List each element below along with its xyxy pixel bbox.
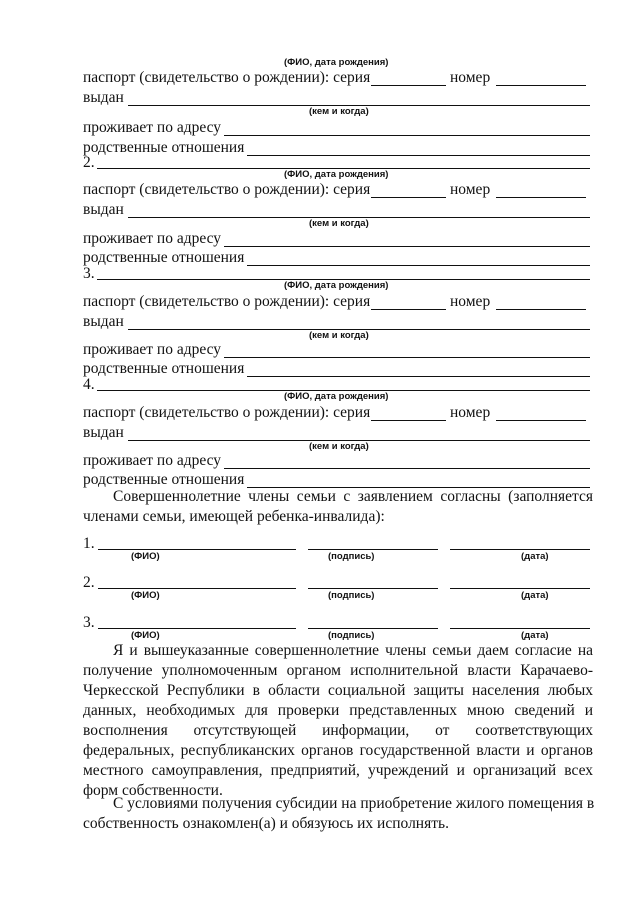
caption-fio: (ФИО) [131,630,160,641]
sign-fio-field[interactable] [98,628,296,629]
relation-label: родственные отношения [83,249,245,266]
consent-paragraph [83,641,593,801]
passport-number-field[interactable] [496,197,586,198]
sign-date-field[interactable] [450,588,590,589]
sign-row-number: 2. [83,574,95,591]
text-line: Черкесской Республики в области социальной защиты населения любых [83,682,593,699]
text-line: восполнения отсутствующей информации, от соответствующих [83,722,593,739]
issued-label: выдан [83,424,124,441]
text-line: местного самоуправления, предприятий, учреждений и организаций всех [83,762,593,779]
address-field[interactable] [224,468,590,469]
address-label: проживает по адресу [83,119,222,136]
passport-number-field[interactable] [496,420,586,421]
number-label: номер [450,69,491,86]
sign-row-number: 3. [83,614,95,631]
text-line: форм собственности. [83,782,223,799]
caption-issued: (кем и когда) [309,441,369,452]
passport-series-field[interactable] [371,309,446,310]
address-field[interactable] [224,135,590,136]
address-label: проживает по адресу [83,341,222,358]
member-number: 3. [83,265,95,282]
caption-fio-dob: (ФИО, дата рождения) [284,391,389,402]
text-line: членами семьи, имеющей ребенка-инвалида): [83,508,385,525]
passport-label: паспорт (свидетельство о рождении): серия [83,181,371,198]
relation-field[interactable] [247,376,590,377]
consent-intro [83,487,593,527]
passport-number-field[interactable] [496,309,586,310]
passport-series-field[interactable] [371,420,446,421]
text-line: Я и вышеуказанные совершеннолетние члены семьи даем согласие на [113,642,593,659]
member-number: 2. [83,154,95,171]
issued-label: выдан [83,201,124,218]
caption-date: (дата) [521,551,549,562]
member-number: 4. [83,376,95,393]
caption-date: (дата) [521,590,549,601]
address-label: проживает по адресу [83,230,222,247]
issued-label: выдан [83,89,124,106]
caption-signature: (подпись) [328,590,375,601]
sign-signature-field[interactable] [308,588,438,589]
sign-signature-field[interactable] [308,628,438,629]
sign-date-field[interactable] [450,628,590,629]
text-line: получение уполномоченным органом исполнительной власти Карачаево- [83,662,593,679]
caption-signature: (подпись) [328,551,375,562]
caption-issued: (кем и когда) [309,106,369,117]
text-line: данных, необходимых для проверки представленных мною сведений и [83,702,593,719]
caption-fio-dob: (ФИО, дата рождения) [284,280,389,291]
sign-row-number: 1. [83,535,95,552]
passport-number-field[interactable] [496,85,586,86]
passport-series-field[interactable] [371,197,446,198]
caption-fio-dob: (ФИО, дата рождения) [284,57,389,68]
caption-issued: (кем и когда) [309,330,369,341]
text-line: Совершеннолетние члены семьи с заявлением согласны (заполняется [113,488,593,505]
text-line: федеральных, республиканских органов государственной власти и органов [83,742,593,759]
number-label: номер [450,181,491,198]
passport-label: паспорт (свидетельство о рождении): серия [83,293,371,310]
number-label: номер [450,293,491,310]
caption-fio-dob: (ФИО, дата рождения) [284,169,389,180]
relation-field[interactable] [247,155,590,156]
caption-date: (дата) [521,630,549,641]
address-field[interactable] [224,357,590,358]
address-field[interactable] [224,246,590,247]
text-line: С условиями получения субсидии на приобретение жилого помещения в [113,795,595,812]
address-label: проживает по адресу [83,452,222,469]
sign-date-field[interactable] [450,549,590,550]
passport-label: паспорт (свидетельство о рождении): серия [83,69,371,86]
relation-field[interactable] [247,265,590,266]
relation-label: родственные отношения [83,471,245,488]
caption-fio: (ФИО) [131,551,160,562]
sign-fio-field[interactable] [98,588,296,589]
number-label: номер [450,404,491,421]
relation-label: родственные отношения [83,139,245,156]
caption-issued: (кем и когда) [309,218,369,229]
conditions-paragraph [83,794,593,834]
caption-signature: (подпись) [328,630,375,641]
relation-label: родственные отношения [83,360,245,377]
passport-series-field[interactable] [371,85,446,86]
passport-label: паспорт (свидетельство о рождении): серия [83,404,371,421]
text-line: собственность ознакомлен(а) и обязуюсь их исполнять. [83,815,449,832]
sign-fio-field[interactable] [98,549,296,550]
sign-signature-field[interactable] [308,549,438,550]
issued-label: выдан [83,313,124,330]
caption-fio: (ФИО) [131,590,160,601]
